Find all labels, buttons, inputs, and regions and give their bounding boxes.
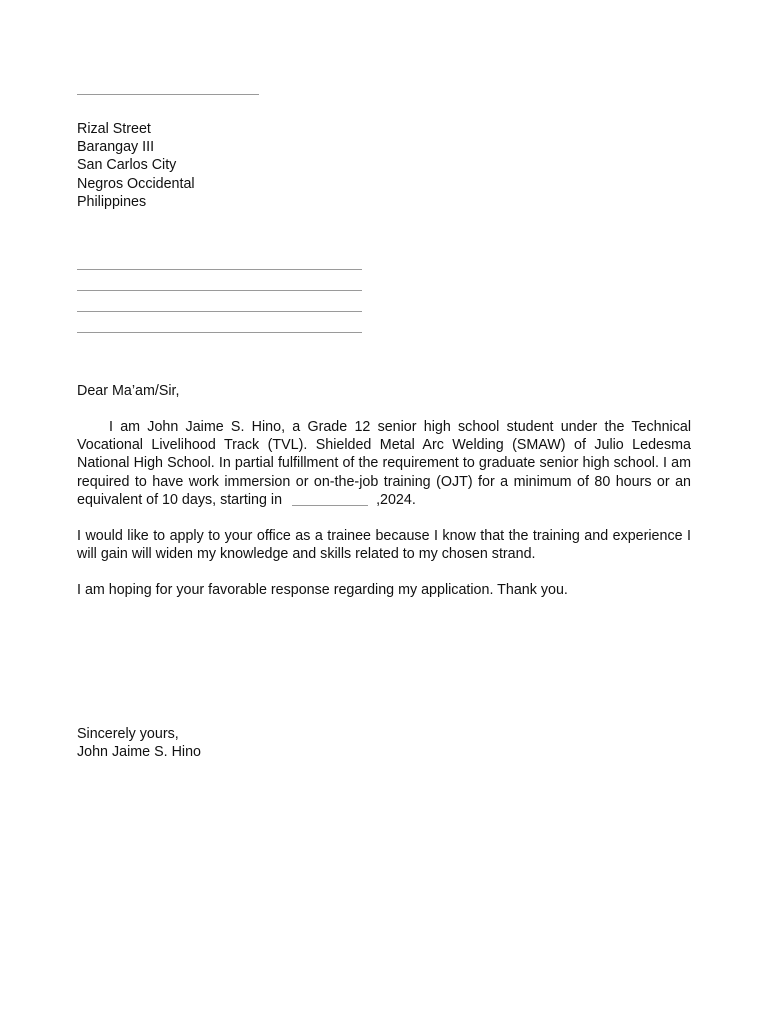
closing: Sincerely yours, <box>77 726 179 742</box>
start-date-blank <box>292 504 368 506</box>
closing-block <box>77 725 201 761</box>
address-line: Barangay III <box>77 139 155 156</box>
recipient-blank-line <box>77 311 362 312</box>
address-line: Philippines <box>77 193 147 210</box>
address-line: Negros Occidental <box>77 175 195 192</box>
date-blank-line <box>77 94 259 95</box>
paragraph-1-text: I am John Jaime S. Hino, a Grade 12 senior high school student under the Technical Vocational Livelihood Track (TVL). Shielded Metal Arc Welding (SMAW) of Julio Ledesma National High School. In partial fulfillment of the requirement to graduate senior high school. I am required to have work immersion or on-the-job training (OJT) for a minimum of 80 hours or an equivalent of 10 days, starting in <box>77 419 691 508</box>
body-paragraph-2: I would like to apply to your office as a trainee because I know that the training and experience I will gain will widen my knowledge and skills related to my chosen strand. <box>77 528 691 563</box>
address-line: San Carlos City <box>77 157 177 174</box>
signature-name: John Jaime S. Hino <box>77 744 201 761</box>
salutation: Dear Ma’am/Sir, <box>77 383 180 399</box>
body-paragraph-3: I am hoping for your favorable response regarding my application. Thank you. <box>77 582 568 598</box>
address-line: Rizal Street <box>77 121 151 137</box>
recipient-blank-line <box>77 269 362 270</box>
body-paragraph-1 <box>77 418 691 509</box>
paragraph-1-year: ,2024. <box>376 491 416 508</box>
recipient-blank-line <box>77 290 362 291</box>
recipient-blank-line <box>77 332 362 333</box>
sender-address <box>77 120 195 211</box>
